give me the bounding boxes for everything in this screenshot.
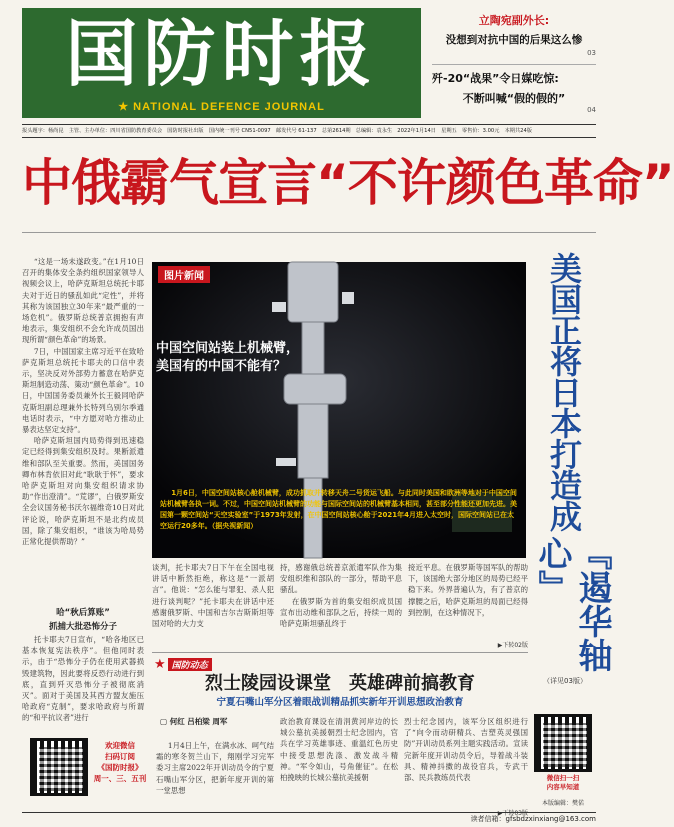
section2-byline: ▢ 何红 吕柏梁 周军 bbox=[160, 717, 228, 726]
photo-news-tag: 图片新闻 bbox=[158, 266, 210, 283]
qr-code-icon bbox=[534, 714, 592, 772]
qr-right-block[interactable] bbox=[530, 714, 596, 810]
right-headline-main: 美国正将日本打造成 bbox=[545, 252, 583, 531]
info-bar-text: 报头题字：杨尚昆 主管、主办单位：四川省国防教育委员会 国防时报社出版 国内统一刊号 CN51-0097 邮发代号 61-137 总第2614期 总编辑：袁永生 2022年1月14日 星期五 零售价：3.00元 本期共24版 bbox=[22, 128, 532, 134]
section2-col4: 烈士纪念园内，该军分区组织进行了“向令而动研精兵、吉塑英灵强国防”开训动员系列主题实践活动。宣读完新年度开训动员令后，导着战斗装具、精神抖擞的战役官兵，专武干部、民兵教练员代表 bbox=[404, 717, 528, 783]
lead-paragraph-3: 哈萨克斯坦国内局势得到迅速稳定已经得到集安组织及时。果断派遣维和部队至关重要。然而，美国国务卿布林肯依旧对此“耿耿于怀”，要求哈萨克斯坦对向集安组织请求协助“作出澄清”。“荒谬”，白俄罗斯安全会议国务秘书沃尔福维奇10日对此评论说，哈萨克斯坦不是北约成员国，除了集安组织，“谁该为哈局势正常化提供帮助？” bbox=[22, 436, 144, 547]
section2-continue-note[interactable]: ▶下转03版 bbox=[497, 810, 528, 817]
qr-left-block[interactable] bbox=[22, 736, 148, 806]
masthead-subtitle: ★ NATIONAL DEFENCE JOURNAL bbox=[118, 101, 325, 113]
lead-article-col3: 谈判，托卡耶夫7日下午在全国电视讲话中断然拒绝，称这是“一派胡言”。他说：“怎么能与罪犯、杀人犯进行谈判呢？”托卡耶夫在讲话中还感谢俄罗斯、中国和吉尔吉斯斯坦等国对哈的大力支 bbox=[152, 563, 274, 629]
qr-right-text: 微信扫一扫 内容早知道 bbox=[546, 774, 580, 791]
masthead bbox=[22, 8, 421, 118]
section2-col2: 1月4日上午，在满水冰、呵气结霜的寒冬贺兰山下，翔刚学习完军委习主席2022年开训动员令的宁夏石嘴山军分区，把新年度开训的第一堂思想 bbox=[156, 741, 274, 795]
info-bar bbox=[22, 124, 596, 138]
teaser-2-page: 04 bbox=[587, 106, 596, 114]
headline: 中俄霸气宣言“不许颜色革命” bbox=[22, 154, 674, 212]
headline-rule bbox=[22, 232, 596, 233]
section2-title: 烈士陵园设课堂 英雄碑前搞教育 bbox=[205, 673, 475, 694]
section2-subtitle: 宁夏石嘴山军分区着眼战训精品抓实新年开训思想政治教育 bbox=[216, 697, 464, 708]
editor-note: 本版编辑：樊偌 bbox=[541, 800, 584, 807]
teaser-2-line2: 不断叫喊“假的假的” bbox=[462, 92, 566, 105]
lead-subhead-1: 哈“秋后算账” bbox=[56, 608, 110, 618]
teaser-1-page: 03 bbox=[587, 49, 596, 57]
teaser-2-line1: 歼-20“战果”令日媒吃惊: bbox=[432, 72, 559, 85]
lead-article-col4: 持，感谢俄总统普京派遣军队作为集安组织维和部队的一部分，帮助平息骚乱。 在俄罗斯为首的集安组织成员国宣布出动维和部队之后，持续一周的哈萨克斯坦骚乱终于 bbox=[280, 563, 402, 629]
reader-email[interactable]: 读者信箱：gfsbdzxinxiang@163.com bbox=[470, 815, 596, 823]
teaser-divider bbox=[432, 64, 596, 65]
photo-overlay bbox=[156, 340, 376, 376]
star-icon: ★ bbox=[154, 656, 166, 672]
lead-article-col1 bbox=[22, 256, 144, 604]
section2-logo: ★ 国防动态 bbox=[154, 656, 212, 672]
lead-article-col5: 接近平息。在俄罗斯等国军队的帮助下，该国绝大部分地区的局势已经平稳下来。外界普遍认为，有了普京的撑腰之后，哈萨克斯坦的局面已经得到控制，在这种情况下， bbox=[408, 563, 528, 617]
right-headline bbox=[532, 252, 612, 672]
lead-subhead-2: 抓捕大批恐怖分子 bbox=[48, 622, 117, 632]
lead-paragraph-2: 7日，中国国家主席习近平在致哈萨克斯坦总统托卡耶夫的口信中表示，坚决反对外部势力蓄意在哈萨克斯坦制造动荡、策动“颜色革命”。10日，中国国务委员兼外长王毅同哈萨克斯坦副总理兼外长特列乌别尔季通电话时表示，“中方愿对哈方推动止暴表达坚定支持”。 bbox=[22, 346, 144, 435]
teaser-1-line2: 没想到对抗中国的后果这么惨 bbox=[445, 34, 583, 46]
lead-subhead bbox=[22, 606, 144, 632]
photo-overlay-line2: 美国有的中国不能有？ bbox=[156, 359, 287, 374]
lead-continue-note[interactable]: ▶下转02版 bbox=[497, 642, 528, 649]
right-headline-note[interactable]: （详见03版） bbox=[543, 677, 587, 685]
teaser-1-line1: 立陶宛副外长: bbox=[478, 14, 550, 27]
teaser-2[interactable] bbox=[432, 70, 596, 118]
photo-caption: 1月6日，中国空间站核心舱机械臂，成功抓取并转移天舟二号货运飞船。与此同时美国和欧洲等地对于中国空间站机械臂各执一词。不过，中国空间站机械臂的功能与国际空间站的机械臂基本相同，甚至部分性能还更加先进。美国第一颗空间站“天空实验室”于1973年发射，在中国空间站核心舱于2021年4月进入太空时，国际空间站已在太空运行20多年。（据央视新闻） bbox=[160, 489, 517, 530]
lead-paragraph-4: 托卡耶夫7日宣布，“哈各地区已基本恢复宪法秩序”。但他同时表示，由于“恐怖分子仍在使用武器损毁建筑物，因此要将反恐行动进行到底，直到歼灭恐怖分子被彻底消灭”。面对于美国及其西方盟友施压哈政府“克制”，要求哈政府与所谓的“和平抗议者”进行 bbox=[22, 635, 144, 723]
photo-news bbox=[152, 262, 526, 558]
photo-overlay-line1: 中国空间站装上机械臂， bbox=[156, 341, 300, 356]
teaser-1[interactable] bbox=[432, 12, 596, 60]
masthead-title: 国防时报 bbox=[65, 11, 378, 96]
qr-left-text: 欢迎微信 扫码订阅 《国防时报》 周一、三、五刊 bbox=[93, 741, 147, 783]
star-icon: ★ bbox=[118, 101, 130, 113]
footer-bar bbox=[22, 812, 596, 824]
section2-col3: 政治教育课设在清涓黄河岸边的长城公墓抗美援朝烈士纪念园内，官兵在学习英雄事迹、重温红色历史中接受思想洗涤、激发战斗精神。“军令如山，号角催征”。在松柏挽映的长城公墓抗美援朝 bbox=[280, 717, 398, 783]
qr-code-icon bbox=[30, 738, 88, 796]
right-headline-quoted: 『遏华轴心』 bbox=[532, 536, 612, 672]
section2-rule bbox=[152, 652, 528, 653]
lead-paragraph-1: “这是一场未遂政变。”在1月10日召开的集体安全条约组织国家领导人视频会议上，哈萨克斯坦总统托卡耶夫对于近日的骚乱如此“定性”，并将其称为该国独立30年来“最严重的一场危机”。俄罗斯总统普京拥抱有声地表示，集安组织不会允许成员国出现所谓“颜色革命”的场景。 bbox=[22, 257, 144, 345]
